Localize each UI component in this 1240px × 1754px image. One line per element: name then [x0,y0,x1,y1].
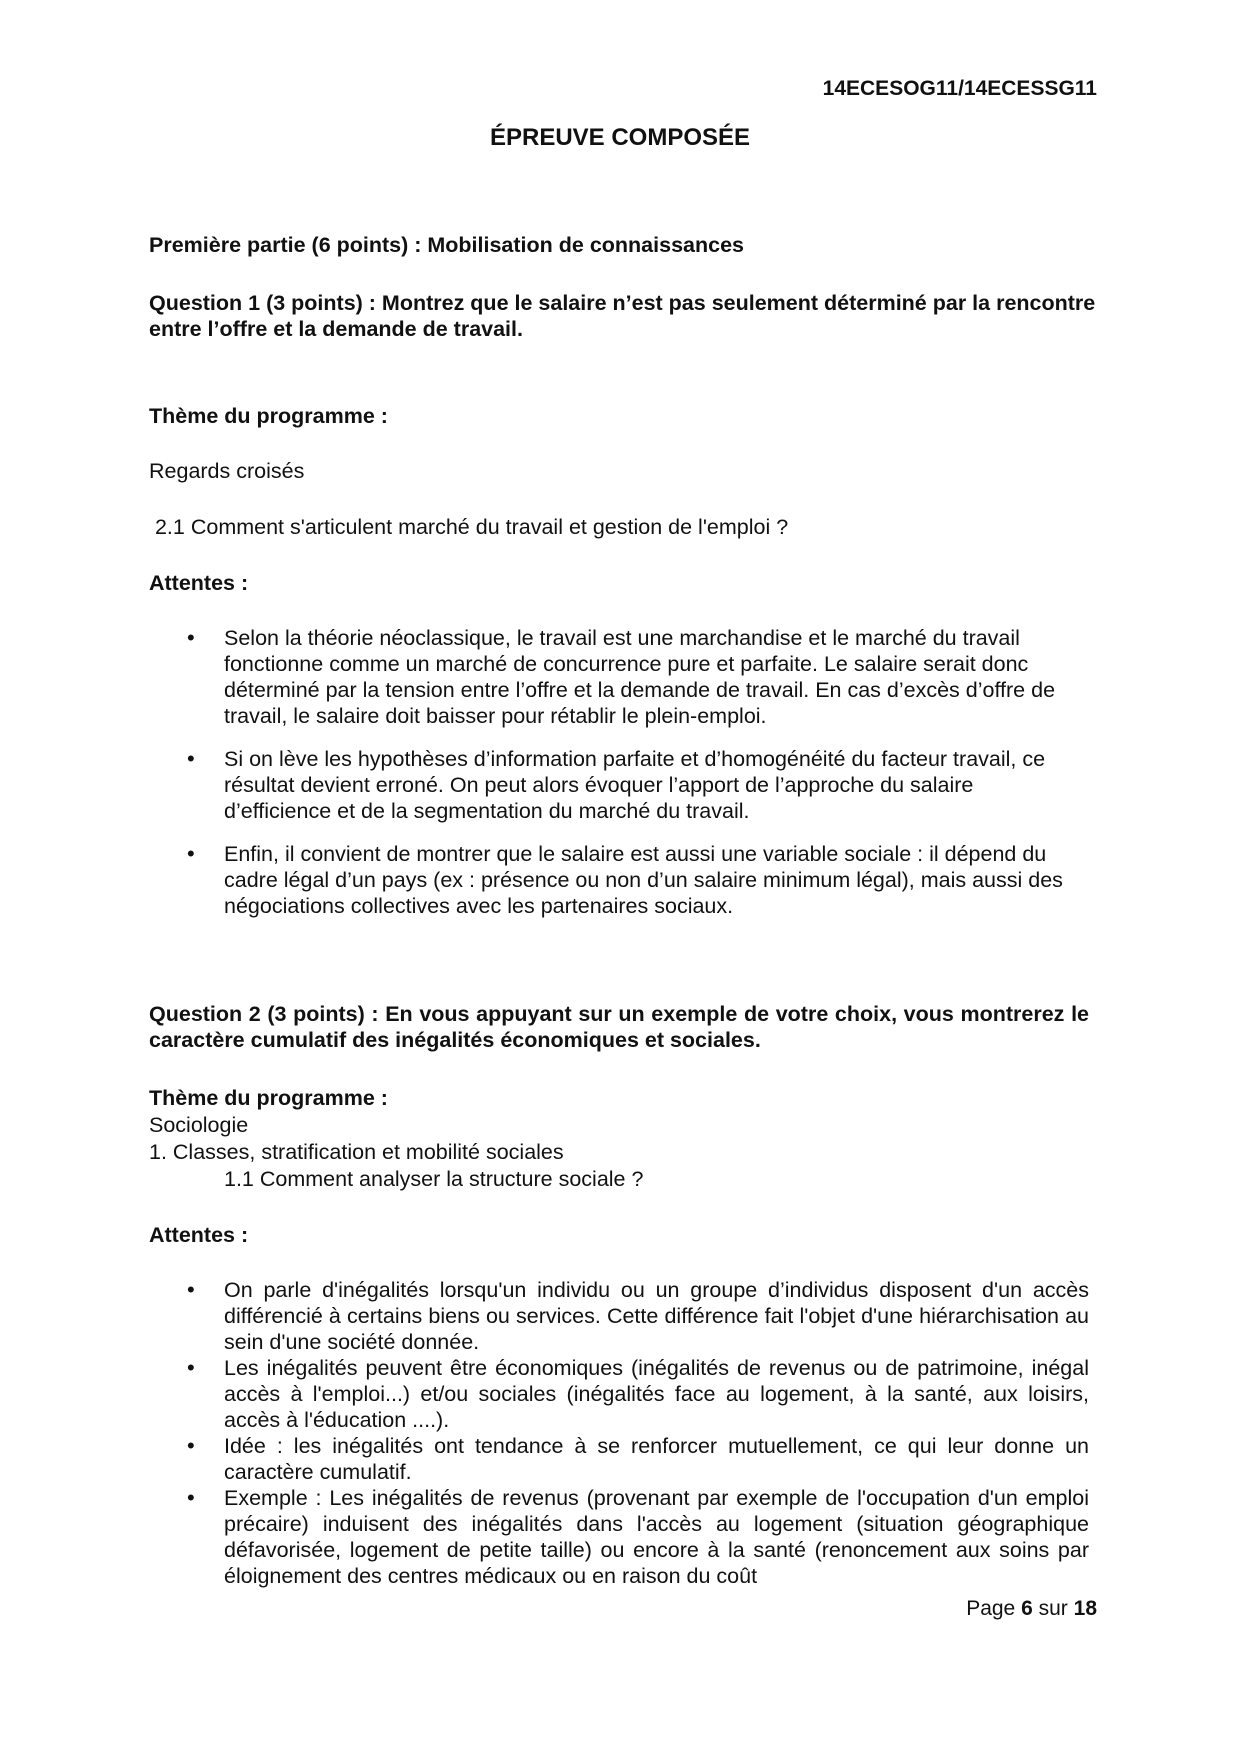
q2-theme-label: Thème du programme : [149,1086,388,1110]
q2-theme-line: 1.1 Comment analyser la structure sociale ? [224,1167,644,1191]
q1-attentes-label: Attentes : [149,571,249,595]
list-item: • Exemple : Les inégalités de revenus (provenant par exemple de l'occupation d'un emploi précaire) induisent des inégalités dans l'accès au logement (situation géographique défavorisée, logement de petite taille) ou encore à la santé (renoncement aux soins par éloignement des centres médicaux ou en raison du coût [149,1485,1089,1589]
list-item: • Enfin, il convient de montrer que le salaire est aussi une variable sociale : il dépend du cadre légal d’un pays (ex : présence ou non d’un salaire minimum légal), mais aussi des négociations collectives avec les partenaires sociaux. [149,841,1074,919]
q2-expectations-list [149,1277,1089,1589]
page-word: Page [966,1597,1016,1620]
q1-theme-line: Regards croisés [149,459,305,483]
list-item: • On parle d'inégalités lorsqu'un individu ou un groupe d’individus disposent d'un accès différencié à certains biens ou services. Cette différence fait l'objet d'une hiérarchisation au sein d'une société donnée. [149,1277,1089,1355]
page-number: 6 [1021,1597,1033,1620]
list-item: • Selon la théorie néoclassique, le travail est une marchandise et le marché du travail fonctionne comme un marché de concurrence pure et parfaite. Le salaire serait donc déterminé par la tension entre l’offre et la demande de travail. En cas d’excès d’offre de travail, le salaire doit baisser pour rétablir le plein-emploi. [149,625,1074,729]
q2-theme-line: Sociologie [149,1113,249,1137]
page-number-footer [966,1596,1097,1622]
document-code: 14ECESOG11/14ECESSG11 [822,77,1097,100]
question-2: Question 2 (3 points) : En vous appuyant sur un exemple de votre choix, vous montrerez le caractère cumulatif des inégalités économiques et sociales. [149,1002,1089,1052]
part1-heading: Première partie (6 points) : Mobilisation de connaissances [149,233,744,257]
q1-expectations-list [149,625,1074,936]
q2-theme-line: 1. Classes, stratification et mobilité sociales [149,1140,564,1164]
of-word: sur [1038,1597,1068,1620]
list-item: • Idée : les inégalités ont tendance à se renforcer mutuellement, ce qui leur donne un caractère cumulatif. [149,1433,1089,1485]
list-item: • Les inégalités peuvent être économiques (inégalités de revenus ou de patrimoine, inégal accès à l'emploi...) et/ou sociales (inégalités face au logement, à la santé, aux loisirs, accès à l'éducation ....). [149,1355,1089,1433]
page-total: 18 [1073,1597,1097,1620]
question-1: Question 1 (3 points) : Montrez que le salaire n’est pas seulement déterminé par la rencontre entre l’offre et la demande de travail. [149,291,1096,341]
list-item: • Si on lève les hypothèses d’information parfaite et d’homogénéité du facteur travail, ce résultat devient erroné. On peut alors évoquer l’apport de l’approche du salaire d’efficience et de la segmentation du marché du travail. [149,746,1074,824]
q2-attentes-label: Attentes : [149,1223,249,1247]
q1-theme-label: Thème du programme : [149,404,388,428]
page-title: ÉPREUVE COMPOSÉE [489,124,751,151]
q1-theme-line: 2.1 Comment s'articulent marché du travail et gestion de l'emploi ? [149,515,789,539]
